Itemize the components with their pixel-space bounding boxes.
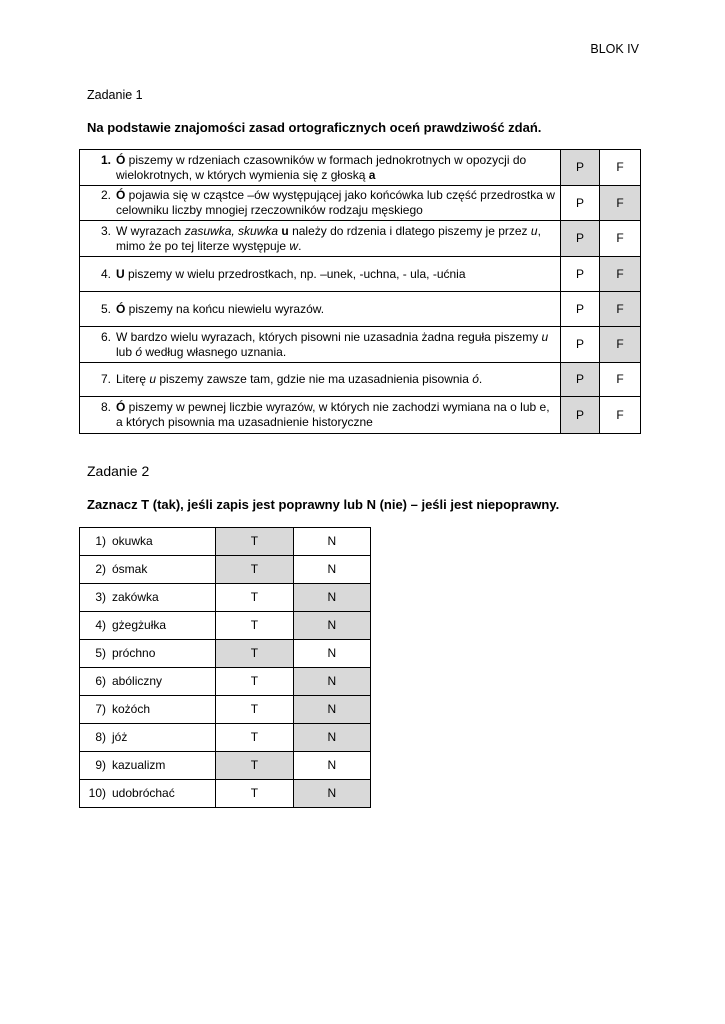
yes-option[interactable]: T [216,612,293,640]
word-text: próchno [112,646,156,660]
word-row [80,780,371,808]
statement-segment: w [289,238,299,253]
statement-row [80,186,641,221]
statement-row [80,397,641,434]
statement-text [116,372,556,387]
statement-row [80,257,641,292]
yes-option[interactable]: T [216,780,293,808]
statement-row [80,363,641,397]
statement-segment: zasuwka, skuwka [184,223,279,238]
statement-segment: ó [135,344,143,359]
word-row [80,724,371,752]
statement-text [116,153,556,183]
word-number: 6) [95,674,106,688]
yes-option[interactable]: T [216,584,293,612]
task2-label: Zadanie 2 [87,463,150,479]
statement-segment: u [149,372,157,386]
false-option[interactable]: F [600,327,641,363]
false-option[interactable]: F [600,186,641,221]
word-text: abóliczny [112,674,163,688]
statement-row [80,221,641,257]
word-number: 8) [95,730,106,744]
word-number: 7) [95,702,106,716]
statement-segment: Literę [116,372,150,386]
statement-segment: u [530,223,538,238]
no-option[interactable]: N [293,668,370,696]
statement-number: 2. [100,188,111,202]
false-option[interactable]: F [600,221,641,257]
statement-segment: według własnego uznania. [142,344,287,359]
word-row [80,556,371,584]
word-text: jóż [112,730,128,744]
yes-option[interactable]: T [216,528,293,556]
word-text: udobróchać [112,786,175,800]
true-option[interactable]: P [561,221,600,257]
statement-segment: pojawia się w cząstce –ów występującej jako końcówka lub część przedrostka w celowniku liczby mnogiej rzeczowników rodzaju męskiego [116,188,555,217]
no-option[interactable]: N [293,584,370,612]
true-false-table [79,149,641,434]
statement-segment: piszemy zawsze tam, gdzie nie ma uzasadnienia pisownia [156,372,473,386]
statement-text [116,224,556,254]
statement-text [116,400,556,430]
statement-segment: należy do rdzenia i dlatego piszemy je przez [288,223,531,238]
word-text: okuwka [112,534,153,548]
word-cell [80,780,216,808]
word-row [80,752,371,780]
word-cell [80,668,216,696]
word-cell [80,584,216,612]
statement-row [80,150,641,186]
no-option[interactable]: N [293,780,370,808]
statement-cell [80,292,561,327]
statement-row [80,292,641,327]
statement-segment: piszemy na końcu niewielu wyrazów. [125,301,325,316]
statement-segment: Ó [116,301,126,316]
yes-option[interactable]: T [216,668,293,696]
statement-cell [80,150,561,186]
statement-segment: u [281,223,289,238]
statement-number: 7. [100,372,111,386]
word-text: ósmak [112,562,148,576]
statement-number: 6. [100,329,111,344]
true-option[interactable]: P [561,292,600,327]
true-option[interactable]: P [561,150,600,186]
word-row [80,584,371,612]
statement-number: 8. [100,400,111,414]
statement-segment: U [116,266,125,281]
word-row [80,640,371,668]
statement-row [80,327,641,363]
statement-segment: W wyrazach [116,223,185,238]
word-number: 9) [95,758,106,772]
true-option[interactable]: P [561,257,600,292]
true-option[interactable]: P [561,363,600,397]
word-cell [80,612,216,640]
false-option[interactable]: F [600,150,641,186]
task2-instruction: Zaznacz T (tak), jeśli zapis jest poprawny lub N (nie) – jeśli jest niepoprawny. [87,497,560,512]
false-option[interactable]: F [600,292,641,327]
statement-cell [80,186,561,221]
word-row [80,612,371,640]
yes-option[interactable]: T [216,696,293,724]
false-option[interactable]: F [600,397,641,434]
spelling-table [79,527,371,808]
word-text: kazualizm [112,758,166,772]
statement-cell [80,363,561,397]
word-cell [80,640,216,668]
statement-number: 4. [100,266,111,281]
word-cell [80,528,216,556]
yes-option[interactable]: T [216,724,293,752]
word-cell [80,556,216,584]
statement-segment: piszemy w pewnej liczbie wyrazów, w których nie zachodzi wymiana na o lub e, a których pisownia ma uzasadnienie historyczne [116,400,550,429]
no-option[interactable]: N [293,724,370,752]
word-row [80,696,371,724]
statement-text [116,302,556,317]
word-row [80,528,371,556]
statement-number: 5. [100,301,111,316]
statement-segment: piszemy w rdzeniach czasowników w formach jednokrotnych w opozycji do wielokrotnych, w których wymienia się z głoską [116,152,527,182]
word-text: kożóch [112,702,151,716]
word-number: 5) [95,646,106,660]
yes-option[interactable]: T [216,752,293,780]
no-option[interactable]: N [293,640,370,668]
statement-cell [80,397,561,434]
no-option[interactable]: N [293,752,370,780]
statement-cell [80,257,561,292]
word-number: 2) [95,562,106,576]
statement-segment: . [478,372,483,386]
statement-segment: . [298,238,302,253]
task1-instruction: Na podstawie znajomości zasad ortograficznych oceń prawdziwość zdań. [87,120,542,135]
statement-cell [80,327,561,363]
true-option[interactable]: P [561,186,600,221]
statement-segment: ó [472,372,479,386]
statement-segment: , mimo że po tej literze występuje [116,223,541,253]
statement-segment: W bardzo wielu wyrazach, których pisowni nie uzasadnia żadna reguła piszemy [116,329,542,344]
word-cell [80,696,216,724]
statement-number: 3. [100,223,111,238]
false-option[interactable]: F [600,257,641,292]
no-option[interactable]: N [293,696,370,724]
word-cell [80,724,216,752]
statement-text [116,330,556,360]
statement-segment: piszemy w wielu przedrostkach, np. –unek, -uchna, - ula, -ućnia [124,266,466,281]
statement-cell [80,221,561,257]
word-number: 4) [95,618,106,632]
statement-text [116,188,556,218]
statement-segment: Ó [116,188,126,202]
word-cell [80,752,216,780]
task1-label: Zadanie 1 [87,88,143,102]
no-option[interactable]: N [293,612,370,640]
false-option[interactable]: F [600,363,641,397]
no-option[interactable]: N [293,556,370,584]
true-option[interactable]: P [561,397,600,434]
statement-segment: Ó [116,400,126,414]
word-number: 3) [95,590,106,604]
word-number: 1) [95,534,106,548]
word-text: gżegżułka [112,618,167,632]
word-number: 10) [88,786,106,800]
statement-segment: Ó [116,152,126,167]
yes-option[interactable]: T [216,556,293,584]
statement-segment: u [541,329,549,344]
statement-text [116,267,556,282]
word-row [80,668,371,696]
statement-segment: lub [116,344,136,359]
no-option[interactable]: N [293,528,370,556]
true-option[interactable]: P [561,327,600,363]
word-text: zakówka [112,590,159,604]
block-label: BLOK IV [590,42,639,56]
yes-option[interactable]: T [216,640,293,668]
statement-segment: a [368,167,376,182]
statement-number: 1. [100,152,111,167]
